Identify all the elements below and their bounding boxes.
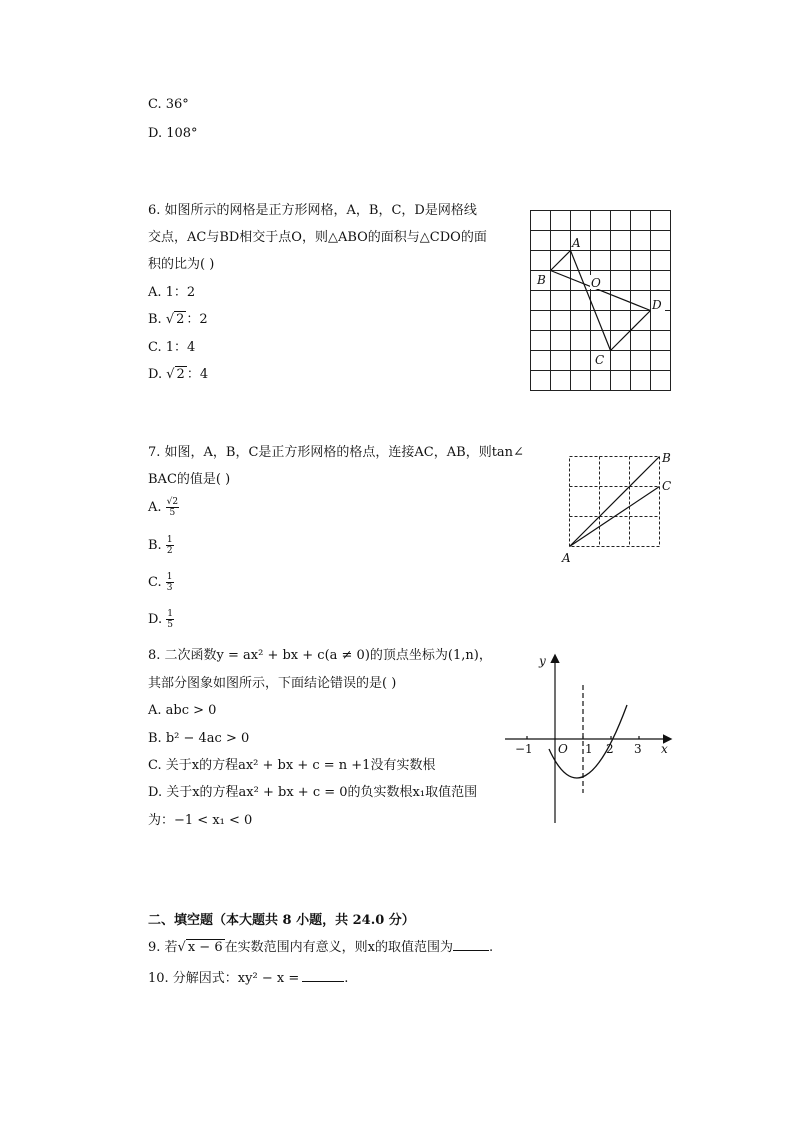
q6-option-a: A. 1：2 [148,285,196,300]
q6-label-a: A [572,236,581,250]
q6-label-c: C [595,353,605,367]
q8-parabola-figure [505,650,675,826]
q7-segment-ab [570,457,660,547]
q7-grid-figure [560,452,680,566]
q5-option-c: C. 36° [148,97,189,112]
q8-stem-line2: 其部分图象如图所示，下面结论错误的是( ) [148,676,397,691]
q7-option-a: A. $\frac{√2}{5}$ [148,497,179,518]
q8-option-b: B. b² − 4ac > 0 [148,731,250,746]
q8-tick-1: 1 [585,742,593,756]
q8-stem-line1: 8. 二次函数y = ax² + bx + c(a ≠ 0)的顶点坐标为(1,n)， [148,648,492,663]
q8-option-a: A. abc > 0 [148,703,217,718]
q8-label-y: y [539,654,546,668]
q8-tick-3: 3 [634,742,642,756]
q7-option-c: C. $\frac{1}{3}$ [148,572,173,593]
q10-line: 10. 分解因式：xy² − x = . [148,971,349,986]
q8-tick-2: 2 [606,742,614,756]
q7-label-c: C [662,479,672,493]
q8-option-c: C. 关于x的方程ax² + bx + c = n +1没有实数根 [148,758,436,773]
q6-stem-line2: 交点，AC与BD相交于点O，则△ABO的面积与△CDO的面 [148,230,487,245]
q5-option-d: D. 108° [148,126,198,141]
q6-option-c: C. 1：4 [148,340,196,355]
q6-stem-line1: 6. 如图所示的网格是正方形网格，A，B，C，D是网格线 [148,203,477,218]
q10-answer-blank[interactable] [302,980,344,982]
q7-option-b: B. $\frac{1}{2}$ [148,535,173,556]
q8-tick-neg1: −1 [515,742,533,756]
q7-stem-line1: 7. 如图，A，B，C是正方形网格的格点，连接AC，AB，则tan∠ [148,445,524,460]
q7-stem-line2: BAC的值是( ) [148,472,231,487]
q6-option-d: D. √ 2 ：4 [148,367,209,382]
q8-label-origin: O [558,742,568,756]
q7-label-a: A [562,551,571,565]
q6-stem-line3: 积的比为( ) [148,257,215,272]
q9-answer-blank[interactable] [453,949,489,951]
q6-label-b: B [537,273,546,287]
q6-segment-ab [551,251,571,271]
q6-grid-figure [530,210,672,392]
q7-option-d: D. $\frac{1}{5}$ [148,609,173,630]
q8-label-x: x [661,742,668,756]
q6-label-d: D [652,298,662,312]
q7-label-b: B [662,451,671,465]
section-2-heading: 二、填空题（本大题共 8 小题，共 24.0 分） [148,913,415,928]
q6-option-b: B. √ 2 ：2 [148,312,208,327]
q6-label-o: O [591,276,601,290]
q8-option-d: D. 关于x的方程ax² + bx + c = 0的负实数根x₁取值范围 [148,785,478,800]
q8-option-d-cont: 为：−1 < x₁ < 0 [148,813,253,828]
q9-line: 9. 若√ x − 6 在实数范围内有意义，则x的取值范围为 . [148,940,494,955]
